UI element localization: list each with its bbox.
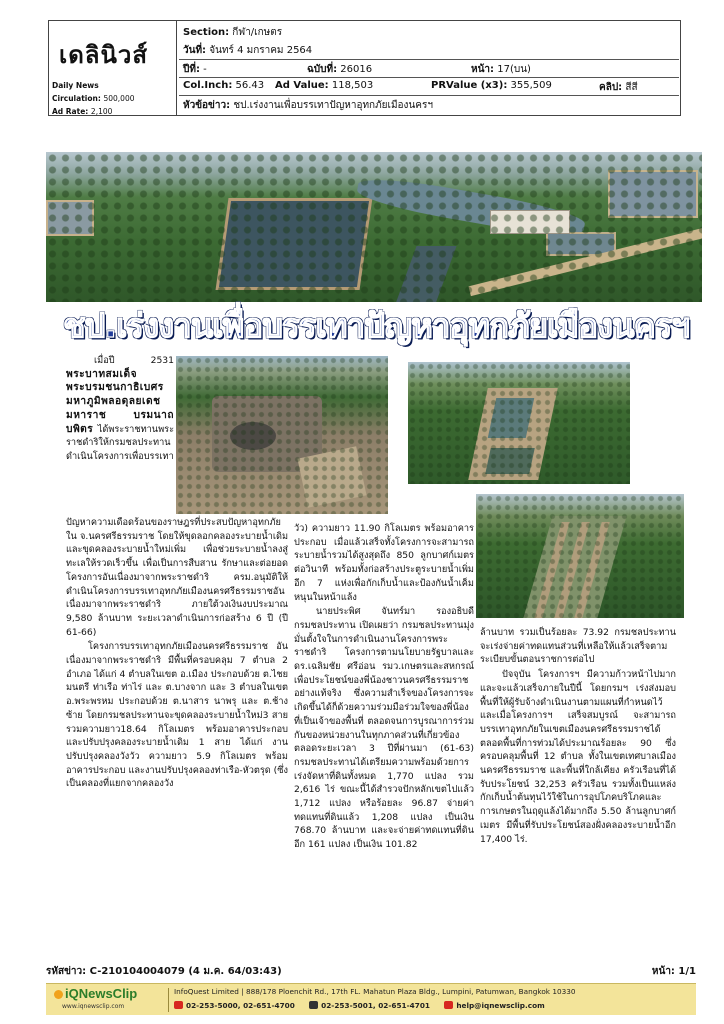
- clip-label: คลิป:: [599, 82, 623, 93]
- ad-value-label: Ad Value:: [275, 80, 329, 91]
- headline-row: [183, 98, 433, 113]
- date-label: วันที่:: [183, 45, 207, 56]
- publication-name: Daily News: [52, 81, 99, 90]
- phone-number: 02-253-5000, 02-651-4700: [186, 1001, 295, 1010]
- issue-value: 26016: [340, 64, 373, 75]
- circulation-value: 500,000: [103, 94, 135, 103]
- ad-rate-label: Ad Rate:: [52, 107, 89, 116]
- clipping-header: [48, 20, 681, 116]
- news-id: [46, 964, 282, 979]
- colinch-value: 56.43: [235, 80, 265, 91]
- ad-rate: [52, 107, 112, 116]
- phone-icon: [174, 1001, 183, 1009]
- news-id-label: รหัสข่าว:: [46, 966, 87, 977]
- canal-channel-photo: [476, 494, 684, 618]
- provider-address: InfoQuest Limited | 888/178 Ploenchit Rd., 17th FL. Mahatun Plaza Bldg., Lumpini, Patumwan, Bangkok 10330: [174, 987, 576, 996]
- footer-page-label: หน้า:: [651, 966, 675, 977]
- article-paragraph: โครงการบรรเทาอุทกภัยเมืองนครศรีธรรมราช อันเนื่องมาจากพระราชดำริ มีพื้นที่ครอบคลุม 7 ตำบล 2 อำเภอ ได้แก่ 4 ตำบลในเขต อ.เมือง ประกอบด้วย ต.ไชยมนตรี ท่าเรือ ท่าไร่ และ ต.บางจาก และ 3 ตำบลในเขต อ.พระพรหม ประกอบด้วย ต.นาสาร นาพรุ และ ต.ช้างซ้าย โดยกรมชลประทานจะขุดคลองระบายน้ำใหม่3 สาย รวมความยาว18.64 กิโลเมตร พร้อมอาคารประกอบ และปรับปรุงคลองระบายน้ำเดิม 1 สาย ได้แก่ งานปรับปรุงคลองวังวัว ความยาว 5.9 กิโลเมตร พร้อมอาคารประกอบ และงานปรับปรุงคลองท่าเรือ-หัวตรุด (ซึ่งเป็นคลองที่แยกจากคลองวัง: [66, 641, 288, 790]
- circulation-label: Circulation:: [52, 94, 101, 103]
- photo-texture: [408, 362, 630, 484]
- headline-label: หัวข้อข่าว:: [183, 100, 231, 111]
- footer-page-value: 1/1: [678, 966, 696, 977]
- phone-contact: [174, 1001, 295, 1010]
- lead-prefix: เมื่อปี 2531: [94, 355, 174, 366]
- article-paragraph: นายประพิศ จันทร์มา รองอธิบดีกรมชลประทาน เปิดเผยว่า กรมชลประทานมุ่งมั่นตั้งใจในการดำเนินงานโครงการพระราชดำริ โครงการตามนโยบายรัฐบาลและ ดร.เฉลิมชัย ศรีอ่อน รมว.เกษตรและสหกรณ์ เพื่อประโยชน์ของพี่น้องชาวนครศรีธรรมราช อย่างแท้จริง ซึ่งความสำเร็จของโครงการจะเกิดขึ้นได้ก็ด้วยความร่วมมือร่วมใจของพี่น้องที่เป็นเจ้าของพื้นที่ ตลอดจนการบูรณาการร่วมกันของหน่วยงานในทุกภาคส่วนที่เกี่ยวข้อง ตลอดระยะเวลา 3 ปีที่ผ่านมา (61-63) กรมชลประทานได้เตรียมความพร้อมด้วยการเร่งจัดหาที่ดินทั้งหมด 1,770 แปลง รวม 2,616 ไร่ ขณะนี้ได้สำรวจปักหลักเขตไปแล้ว 1,712 แปลง หรือร้อยละ 96.87 จ่ายค่าทดแทนที่ดินแล้ว 1,208 แปลง เป็นเงิน 768.70 ล้านบาท และจะจ่ายค่าทดแทนที่ดินอีก 161 แปลง เป็นเงิน 101.82: [294, 606, 474, 851]
- divider: [179, 59, 679, 60]
- ad-value-row: [275, 80, 373, 91]
- article-headline: ชป.เร่งงานเพื่อบรรเทาปัญหาอุทกภัยเมืองนครฯ: [63, 306, 689, 345]
- year-value: -: [203, 64, 207, 75]
- brand-name: [54, 986, 137, 1001]
- clip-metadata: [179, 21, 679, 115]
- page-value: 17(บน): [497, 64, 531, 75]
- article-paragraph: ล้านบาท รวมเป็นร้อยละ 73.92 กรมชลประทานจะเร่งจ่ายค่าทดแทนส่วนที่เหลือให้แล้วเสร็จตามระเบียบขั้นตอนราชการต่อไป: [480, 627, 676, 666]
- divider: [179, 77, 679, 78]
- photo-texture: [476, 494, 684, 618]
- lead-royal-title: พระบาทสมเด็จพระบรมชนกาธิเบศร มหาภูมิพลอดุลยเดช มหาราช บรมนาถบพิตร: [66, 368, 174, 435]
- issue-label: ฉบับที่:: [307, 64, 338, 75]
- news-timestamp: (4 ม.ค. 64/03:43): [188, 966, 282, 977]
- issue-row: [307, 62, 372, 77]
- headline-value: ชป.เร่งงานเพื่อบรรเทาปัญหาอุทกภัยเมืองนครฯ: [233, 100, 433, 111]
- section-value: กีฬา/เกษตร: [232, 27, 283, 38]
- date-value: จันทร์ 4 มกราคม 2564: [209, 45, 313, 56]
- year-label: ปีที่:: [183, 64, 200, 75]
- date-row: [183, 43, 312, 58]
- prvalue-value: 355,509: [510, 80, 552, 91]
- photo-texture: [176, 356, 388, 514]
- colinch-label: Col.Inch:: [183, 80, 233, 91]
- fax-icon: [309, 1001, 318, 1009]
- photo-texture: [46, 152, 702, 302]
- iqnewsclip-logo[interactable]: [54, 986, 164, 1014]
- article-paragraph: วัว) ความยาว 11.90 กิโลเมตร พร้อมอาคารประกอบ เมื่อแล้วเสร็จทั้งโครงการจะสามารถระบายน้ำรวมได้สูงสุดถึง 850 ลูกบาศก์เมตรต่อวินาที พร้อมทั้งก่อสร้างประตูระบายน้ำเพิ่มอีก 7 แห่งเพื่อกักเก็บน้ำและป้องกันน้ำเค็มหนุนในหน้าแล้ง: [294, 523, 474, 603]
- email-address[interactable]: help@iqnewsclip.com: [456, 1001, 545, 1010]
- clip-value: สีสี: [625, 82, 638, 93]
- fax-contact: [309, 1001, 430, 1010]
- brand-url[interactable]: www.iqnewsclip.com: [62, 1003, 125, 1010]
- article-paragraph: ปัจจุบัน โครงการฯ มีความก้าวหน้าไปมากและจะแล้วเสร็จภายในปีนี้ โดยกรมฯ เร่งส่งมอบพื้นที่ให้ผู้รับจ้างดำเนินงานตามแผนที่กำหนดไว้ และเมื่อโครงการฯ เสร็จสมบูรณ์ จะสามารถบรรเทาอุทกภัยในเขตเมืองนครศรีธรรมราชได้ตลอดพื้นที่การท่วมได้ประมาณร้อยละ 90 ซึ่งครอบคลุมพื้นที่ 12 ตำบล ทั้งในเขตเทศบาลเมืองนครศรีธรรมราช และพื้นที่ใกล้เคียง ครัวเรือนที่ได้รับประโยชน์ 32,253 ครัวเรือน รวมทั้งเป็นแหล่งกักเก็บน้ำต้นทุนไว้ใช้ในการอุปโภคบริโภคและการเกษตรในฤดูแล้งได้มากถึง 5.50 ล้านลูกบาศก์เมตร มีพื้นที่รับประโยชน์สองฝั่งคลองระบายน้ำอีก 17,400 ไร่.: [480, 669, 676, 845]
- clip-row: [599, 80, 638, 95]
- prvalue-label: PRValue (x3):: [431, 80, 508, 91]
- fax-number: 02-253-5001, 02-651-4701: [321, 1001, 430, 1010]
- aerial-banner-photo: [46, 152, 702, 302]
- publication-logo: เดลินิวส์: [59, 40, 149, 69]
- divider: [179, 95, 679, 96]
- lead-text: ได้พระราชทานพระราชดำริให้กรมชลประทานดำเนินโครงการเพื่อบรรเทา: [66, 423, 174, 462]
- prvalue-row: [431, 80, 552, 91]
- email-contact[interactable]: [444, 1001, 544, 1010]
- article-column-2: [294, 522, 474, 852]
- article-paragraph: ปัญหาความเดือดร้อนของราษฎรที่ประสบปัญหาอุทกภัยใน จ.นครศรีธรรมราช โดยให้ขุดลอกคลองระบายน้ำเดิม และขุดคลองระบายน้ำใหม่เพิ่ม เพื่อช่วยระบายน้ำลงสู่ทะเลให้รวดเร็วขึ้น เพื่อเป็นการสืบสาน รักษาและต่อยอดโครงการอันเนื่องมาจากพระราชดำริ ครม.อนุมัติให้ดำเนินโครงการบรรเทาอุทกภัยเมืองนครศรีธรรมราชอันเนื่องมาจากพระราชดำริ ภายใต้วงเงินงบประมาณ 9,580 ล้านบาท ระยะเวลาดำเนินการก่อสร้าง 6 ปี (ปี 61-66): [66, 517, 288, 638]
- colinch-row: [183, 80, 264, 91]
- brand-text: iQNewsClip: [65, 986, 138, 1001]
- article-paragraph: [66, 354, 174, 464]
- construction-photo: [176, 356, 388, 514]
- year-row: [183, 62, 207, 77]
- page-row: [471, 62, 531, 77]
- ad-value-value: 118,503: [331, 80, 374, 91]
- article-column-1-lower: [66, 516, 288, 791]
- provider-contacts: [174, 1001, 557, 1010]
- brand-dot-icon: [54, 990, 63, 999]
- page-label: หน้า:: [471, 64, 495, 75]
- provider-bar: [46, 983, 696, 1015]
- canal-aerial-photo: [408, 362, 630, 484]
- article-column-3: [480, 626, 676, 846]
- footer-page: [652, 964, 696, 979]
- publication-box: [49, 21, 177, 115]
- section-label: Section:: [183, 27, 230, 38]
- divider: [168, 988, 169, 1012]
- ad-rate-value: 2,100: [90, 107, 113, 116]
- section-row: [183, 25, 282, 40]
- circulation: [52, 94, 134, 103]
- news-id-value: C-210104004079: [89, 966, 185, 977]
- email-icon: [444, 1001, 453, 1009]
- article-column-1: [66, 354, 174, 464]
